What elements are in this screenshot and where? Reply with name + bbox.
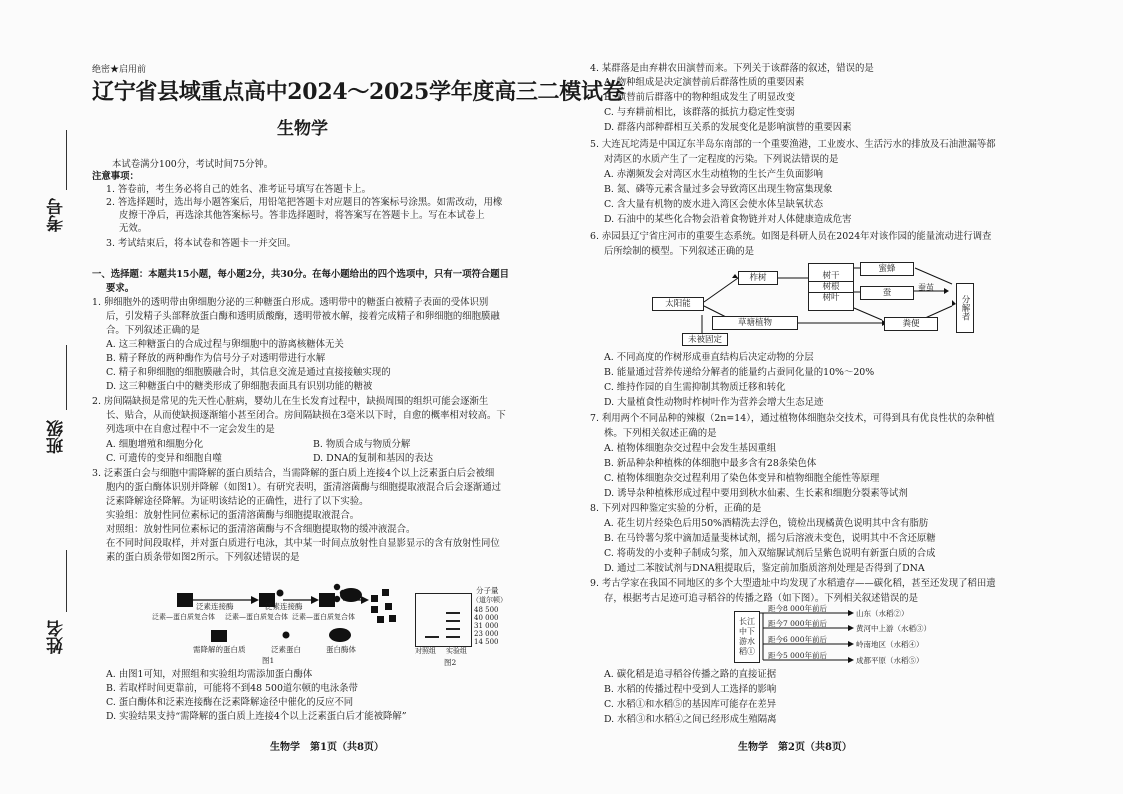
region-shandong: 山东（水稻②） (856, 609, 909, 618)
q2-stem-3: 列选项中在自愈过程中不一定会发生的是 (106, 424, 275, 435)
q6-option-d: D. 大量植食性动物时柞树叶作为营养会增大生态足迹 (604, 397, 824, 408)
decomposer-box (956, 283, 974, 333)
class-label: 班级 (47, 420, 67, 454)
q1-stem-2: 后，引发精子头部释放蛋白酶和透明质酸酶，透明带被水解，接着完成精子和卵细胞的细胞膜融 (106, 311, 500, 322)
q8-option-b: B. 在马铃薯匀浆中滴加适量斐林试剂，摇匀后溶液未变色，说明其中不含还原糖 (604, 533, 936, 544)
q2-stem-2: 长、贴合，从而使缺损逐渐缩小甚至闭合。房间隔缺损在3毫米以下时，自愈的概率相对较高。下 (106, 410, 506, 421)
q3-stem-4: 实验组：放射性同位素标记的蛋清溶菌酶与细胞提取液混合。 (106, 510, 360, 521)
q1-stem-3: 合。下列叙述正确的是 (106, 325, 200, 336)
q3-stem-6: 在不同时间段取样，并对蛋白质进行电泳，其中某一时间点放射性自显影显示的含有放射性同位 (106, 538, 500, 549)
fig2-lane-experiment: 实验组 (446, 647, 467, 655)
q9-stem-1: 9. 考古学家在我国不同地区的多个大型遗址中均发现了水稻遗存——碳化稻，甚至还发现了稻田遗 (590, 578, 996, 589)
q2-option-c: C. 可遗传的变异和细胞自噬 (106, 453, 222, 464)
bee-box: 蜜蜂 (860, 262, 914, 276)
q7-option-b: B. 新品种杂种植株的体细胞中最多含有28条染色体 (604, 458, 817, 469)
q2-option-a: A. 细胞增殖和细胞分化 (106, 439, 204, 450)
fig2-tick-label: 48 500 (474, 606, 499, 614)
notice-1: 1. 答卷前，考生务必将自己的姓名、准考证号填写在答题卡上。 (106, 184, 372, 195)
fig2-band (446, 628, 460, 630)
q5-option-c: C. 含大量有机物的废水进入湾区会使水体呈缺氧状态 (604, 199, 824, 210)
q7-option-a: A. 植物体细胞杂交过程中会发生基因重组 (604, 443, 777, 454)
q9-option-a: A. 碳化稻是追寻稻谷传播之路的直接证据 (604, 669, 777, 680)
q4-stem: 4. 某群落是由弃耕农田演替而来。下列关于该群落的叙述，错误的是 (590, 63, 874, 74)
q4-option-c: C. 与弃耕前相比，该群落的抵抗力稳定性变弱 (604, 107, 795, 118)
fig2-tick-label: 14 500 (474, 638, 499, 646)
class-line (66, 345, 67, 410)
region-chengdu: 成都平原（水稻⑤） (856, 656, 924, 665)
exam-no-label: 考号 (47, 198, 67, 232)
fig2-band (446, 636, 460, 638)
fig2-band (446, 620, 460, 622)
fig2-mw-unit: （道尔顿） (472, 596, 507, 604)
subject-title: 生物学 (277, 119, 328, 139)
notice-2a: 2. 答选择题时，选出每小题答案后，用铅笔把答题卡对应题目的答案标号涂黑。如需改动，用橡 (106, 197, 503, 208)
q9-stem-2: 存，根据考古足迹可追寻稻谷的传播之路（如下图）。下列相关叙述错误的是 (604, 593, 919, 604)
q1-option-a: A. 这三种糖蛋白的合成过程与卵细胞中的游离核糖体无关 (106, 339, 344, 350)
name-label: 姓名 (47, 620, 67, 654)
q2-option-b: B. 物质合成与物质分解 (313, 439, 411, 450)
q9-option-c: C. 水稻①和水稻⑤的基因库可能存在差异 (604, 699, 777, 710)
q3-option-c: C. 蛋白酶体和泛素连接酶在泛素降解途径中催化的反应不同 (106, 697, 354, 708)
manure-box: 粪便 (884, 317, 938, 331)
q3-option-d: D. 实验结果支持“需降解的蛋白质上连接4个以上泛素蛋白后才能被降解” (106, 711, 407, 722)
q7-option-d: D. 诱导杂种植株形成过程中要用到秋水仙素、生长素和细胞分裂素等试剂 (604, 488, 908, 499)
trunk-label: 树干 (809, 271, 853, 282)
silkworm-box: 蚕 (860, 286, 914, 300)
q8-option-c: C. 将萌发的小麦种子制成匀浆，加入双缩脲试剂后呈紫色说明有新蛋白质的合成 (604, 548, 936, 559)
q3-stem-5: 对照组：放射性同位素标记的蛋清溶菌酶与不含细胞提取物的缓冲液混合。 (106, 524, 416, 535)
q5-option-b: B. 氮、磷等元素含量过多会导致湾区出现生物富集现象 (604, 184, 833, 195)
rice-origin-label: 长江中下游水稻① (739, 617, 755, 656)
rice-origin-box (734, 611, 760, 663)
decomposer-label: 分解者 (960, 295, 970, 321)
q5-option-d: D. 石油中的某些化合物会沿着食物链并对人体健康造成危害 (604, 214, 852, 225)
fig1-caption: 图1 (262, 656, 275, 665)
cocoon-label: 蚕茧 (918, 283, 934, 292)
q1-option-d: D. 这三种糖蛋白中的糖类形成了卵细胞表面具有识别功能的糖被 (106, 381, 373, 392)
fig1-ligase-label-2: 泛素连接酶 (265, 602, 303, 611)
q5-stem-2: 对湾区的水质产生了一定程度的污染。下列说法错误的是 (604, 154, 839, 165)
region-lingnan: 岭南地区（水稻④） (856, 640, 924, 649)
section1-l1: 一、选择题：本题共15小题，每小题2分，共30分。在每小题给出的四个选项中，只有一项符合题目 (92, 269, 509, 280)
fig2-tick-label: 31 000 (474, 622, 499, 630)
oak-parts-box (808, 263, 854, 311)
era-7000: 距今7 000年前后 (768, 619, 827, 628)
q5-option-a: A. 赤潮频发会对湾区水生动植物的生长产生负面影响 (604, 169, 823, 180)
notice-3: 3. 考试结束后，将本试卷和答题卡一并交回。 (106, 238, 297, 249)
q3-option-a: A. 由图1可知，对照组和实验组均需添加蛋白酶体 (106, 669, 313, 680)
q3-stem-2: 胞内的蛋白酶体识别并降解（如图1）。有研究表明，蛋清溶菌酶与细胞提取液混合后会逐渐通过 (106, 482, 502, 493)
q2-option-d: D. DNA的复制和基因的表达 (313, 453, 434, 464)
fig1-complex-label-3: 泛素—蛋白质复合体 (292, 613, 355, 621)
fig2-tick-label: 23 000 (474, 630, 499, 638)
fig1-legend-protein: 需降解的蛋白质 (193, 645, 246, 654)
q4-option-b: B. 演替前后群落中的物种组成发生了明显改变 (604, 92, 795, 103)
q7-stem-2: 株。下列相关叙述正确的是 (604, 428, 717, 439)
leaf-label: 树叶 (822, 293, 840, 303)
fig2-gel-frame (415, 593, 472, 647)
root-label: 树根 (809, 282, 853, 293)
era-5000: 距今5 000年前后 (768, 651, 827, 660)
q8-option-a: A. 花生切片经染色后用50%酒精洗去浮色，镜检出现橘黄色说明其中含有脂肪 (604, 518, 929, 529)
exam-title: 辽宁省县域重点高中2024～2025学年度高三二模试卷 (92, 79, 625, 105)
q1-stem-1: 1. 卵细胞外的透明带由卵细胞分泌的三种糖蛋白形成。透明带中的糖蛋白被精子表面的受体识别 (92, 297, 489, 308)
q3-option-b: B. 若取样时间更靠前，可能将不到48 500道尔顿的电泳条带 (106, 683, 358, 694)
understory-box: 草塘植物 (712, 316, 798, 330)
secret-mark: 绝密★启用前 (92, 65, 147, 75)
q7-option-c: C. 植物体细胞杂交过程利用了染色体变异和植物细胞全能性等原理 (604, 473, 880, 484)
exam-no-line (66, 130, 67, 190)
fig1-legend-ubiquitin: 泛素蛋白 (271, 645, 301, 654)
q9-option-d: D. 水稻③和水稻④之间已经形成生殖隔离 (604, 714, 777, 725)
unfixed-box: 未被固定 (682, 333, 728, 346)
q1-option-b: B. 精子释放的两种酶作为信号分子对透明带进行水解 (106, 353, 326, 364)
q6-option-a: A. 不同高度的作树形成垂直结构后决定动物的分层 (604, 352, 814, 363)
q5-stem-1: 5. 大连瓦坨湾是中国辽东半岛东南部的一个重要渔港，工业废水、生活污水的排放及石油泄漏等都 (590, 139, 996, 150)
q9-option-b: B. 水稻的传播过程中受到人工选择的影响 (604, 684, 777, 695)
era-8000: 距今8 000年前后 (768, 604, 827, 613)
section1-l2: 要求。 (106, 283, 135, 294)
q4-option-a: A. 物种组成是决定演替前后群落性质的重要因素 (604, 77, 805, 88)
footer-right: 生物学 第2页（共8页） (738, 742, 852, 753)
fig1-ligase-label-1: 泛素连接酶 (196, 602, 234, 611)
q3-stem-1: 3. 泛素蛋白会与细胞中需降解的蛋白质结合，当需降解的蛋白质上连接4个以上泛素蛋白后会被细 (92, 468, 495, 479)
notice-2c: 无效。 (119, 223, 148, 234)
fig2-mw-title: 分子量 (476, 586, 499, 595)
q3-stem-7: 素的蛋白质条带如图2所示。下列叙述错误的是 (106, 552, 300, 563)
region-yellow-river: 黄河中上游（水稻③） (856, 624, 931, 633)
q1-option-c: C. 精子和卵细胞的细胞膜融合时，其信息交流是通过直接接触实现的 (106, 367, 391, 378)
oak-tree-box: 柞树 (738, 271, 778, 285)
target-protein-shape (177, 593, 193, 607)
notice-2b: 皮擦干净后，再选涂其他答案标号。答非选择题时，将答案写在答题卡上。写在本试卷上 (119, 210, 485, 221)
era-6000: 距今6 000年前后 (768, 635, 827, 644)
q2-stem-1: 2. 房间隔缺损是常见的先天性心脏病，婴幼儿在生长发育过程中，缺损周围的组织可能会逐渐生 (92, 396, 489, 407)
q3-stem-3: 泛素降解途径降解。为证明该结论的正确性，进行了以下实验。 (106, 496, 369, 507)
q6-stem-2: 后所绘制的模型。下列叙述正确的是 (604, 246, 755, 257)
q6-stem-1: 6. 赤园县辽宁省庄河市的重要生态系统。如图是科研人员在2024年对该作园的能量流动进行调查 (590, 231, 992, 242)
fig1-legend-proteasome: 蛋白酶体 (326, 645, 356, 654)
fig2-band (446, 612, 460, 614)
q8-option-d: D. 通过二苯胺试剂与DNA粗提取后，鉴定前加脂质溶剂处理是否得到了DNA (604, 563, 925, 574)
q4-option-d: D. 群落内部种群相互关系的发展变化是影响演替的重要因素 (604, 122, 852, 133)
name-line (66, 550, 67, 612)
q6-option-b: B. 能量通过营养传递给分解者的能量约占蚕同化量的10%～20% (604, 367, 875, 378)
fig2-lane-control: 对照组 (415, 647, 436, 655)
q6-option-c: C. 维持作园的自生需抑制其物质迁移和转化 (604, 382, 786, 393)
q7-stem-1: 7. 利用两个不同品种的辣椒（2n=14），通过植物体细胞杂交技术，可得到具有优良性状的杂种植 (590, 413, 995, 424)
fig2-tick-label: 40 000 (474, 614, 499, 622)
intro-line: 本试卷满分100分，考试时间75分钟。 (112, 159, 274, 170)
fig2-caption: 图2 (444, 658, 457, 667)
sun-energy-box: 太阳能 (652, 297, 704, 311)
fig1-complex-label-1: 泛素—蛋白质复合体 (152, 613, 215, 621)
q8-stem: 8. 下列对四种鉴定实验的分析，正确的是 (590, 503, 762, 514)
fig1-complex-label-2: 泛素—蛋白质复合体 (225, 613, 288, 621)
footer-left: 生物学 第1页（共8页） (270, 742, 384, 753)
notice-title: 注意事项： (92, 171, 139, 182)
fig2-band (425, 636, 439, 638)
